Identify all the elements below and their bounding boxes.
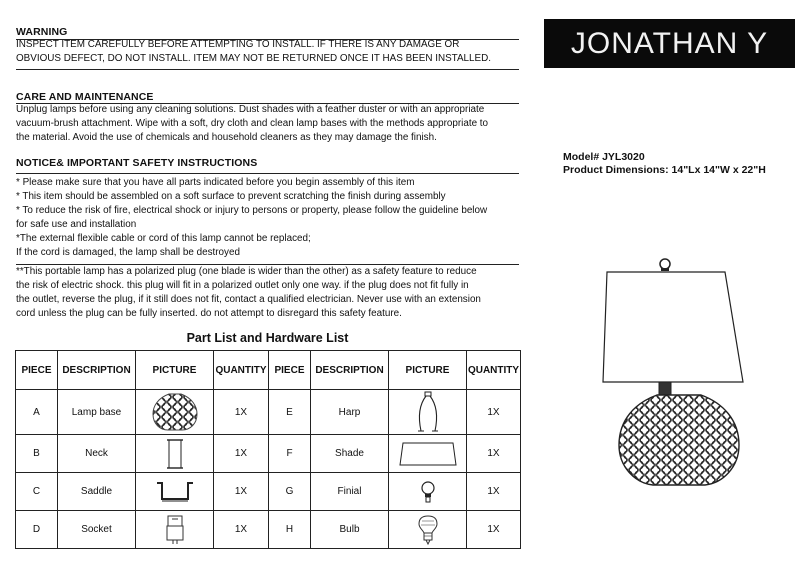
header-picture: PICTURE xyxy=(136,351,214,390)
notice-rule xyxy=(16,173,519,174)
piece-letter: C xyxy=(16,473,58,511)
part-description: Shade xyxy=(311,435,389,473)
care-title: CARE AND MAINTENANCE xyxy=(16,91,154,103)
part-picture-cell xyxy=(136,473,214,511)
notice-line-4: for safe use and installation xyxy=(16,219,137,230)
neck-icon xyxy=(165,438,185,470)
plug-line-3: the outlet, reverse the plug, if it still does not fit, contact a qualified electrician. Never use with an extension xyxy=(16,294,481,305)
harp-icon xyxy=(413,391,443,433)
neck-shape xyxy=(659,382,671,395)
brand-logo: JONATHAN Y xyxy=(544,19,795,68)
quantity: 1X xyxy=(467,511,521,549)
model-number: Model# JYL3020 xyxy=(563,151,645,163)
part-description: Saddle xyxy=(58,473,136,511)
part-picture-cell xyxy=(136,511,214,549)
piece-letter: B xyxy=(16,435,58,473)
part-picture-cell xyxy=(389,511,467,549)
finial-icon xyxy=(420,480,436,504)
quantity: 1X xyxy=(214,390,269,435)
part-picture-cell xyxy=(389,473,467,511)
warning-text xyxy=(16,38,491,66)
part-description: Lamp base xyxy=(58,390,136,435)
quantity: 1X xyxy=(467,473,521,511)
notice-line-5: *The external flexible cable or cord of this lamp cannot be replaced; xyxy=(16,233,311,244)
table-header-row xyxy=(16,351,521,390)
piece-letter: A xyxy=(16,390,58,435)
care-line-1: Unplug lamps before using any cleaning solutions. Dust shades with a feather duster or with an appropriate xyxy=(16,104,485,115)
part-description: Bulb xyxy=(311,511,389,549)
saddle-icon xyxy=(155,479,195,505)
piece-letter: G xyxy=(269,473,311,511)
table-row xyxy=(16,435,521,473)
plug-line-4: cord unless the plug can be fully inserted. do not attempt to disregard this safety feature. xyxy=(16,308,402,319)
notice-line-3: * To reduce the risk of fire, electrical shock or injury to persons or property, please follow the guideline below xyxy=(16,205,488,216)
quantity: 1X xyxy=(467,435,521,473)
socket-icon xyxy=(164,514,186,546)
piece-letter: H xyxy=(269,511,311,549)
part-picture-cell xyxy=(136,390,214,435)
finial-shape xyxy=(660,259,670,269)
warning-line-1: INSPECT ITEM CAREFULLY BEFORE ATTEMPTING TO INSTALL. IF THERE IS ANY DAMAGE OR xyxy=(16,39,460,50)
plug-text xyxy=(16,265,481,321)
part-description: Socket xyxy=(58,511,136,549)
piece-letter: D xyxy=(16,511,58,549)
header-description-2: DESCRIPTION xyxy=(311,351,389,390)
piece-letter: F xyxy=(269,435,311,473)
care-text xyxy=(16,103,488,145)
plug-line-1: **This portable lamp has a polarized plug (one blade is wider than the other) as a safety feature to reduce xyxy=(16,266,477,277)
product-dimensions: Product Dimensions: 14"Lx 14"W x 22"H xyxy=(563,164,766,176)
shade-shape xyxy=(603,272,743,382)
bulb-icon xyxy=(415,514,441,546)
table-row xyxy=(16,511,521,549)
warning-title: WARNING xyxy=(16,26,68,38)
header-description: DESCRIPTION xyxy=(58,351,136,390)
part-picture-cell xyxy=(389,390,467,435)
shade-icon xyxy=(398,440,458,468)
part-description: Finial xyxy=(311,473,389,511)
quantity: 1X xyxy=(467,390,521,435)
part-description: Harp xyxy=(311,390,389,435)
quantity: 1X xyxy=(214,511,269,549)
notice-title: NOTICE& IMPORTANT SAFETY INSTRUCTIONS xyxy=(16,157,258,169)
quantity: 1X xyxy=(214,473,269,511)
header-piece: PIECE xyxy=(16,351,58,390)
header-quantity-2: QUANTITY xyxy=(467,351,521,390)
lamp-base-icon xyxy=(150,392,200,432)
notice-line-2: * This item should be assembled on a soft surface to prevent scratching the finish during assembly xyxy=(16,191,446,202)
care-line-3: the material. Avoid the use of chemicals and household cleaners as they may damage the finish. xyxy=(16,132,437,143)
table-row xyxy=(16,390,521,435)
piece-letter: E xyxy=(269,390,311,435)
header-quantity: QUANTITY xyxy=(214,351,269,390)
header-picture-2: PICTURE xyxy=(389,351,467,390)
notice-line-1: * Please make sure that you have all parts indicated before you begin assembly of this item xyxy=(16,177,415,188)
plug-line-2: the risk of electric shock. this plug will fit in a polarized outlet only one way. if the plug does not fit fully in xyxy=(16,280,469,291)
part-description: Neck xyxy=(58,435,136,473)
notice-text xyxy=(16,176,487,260)
part-picture-cell xyxy=(389,435,467,473)
warning-bottom-rule xyxy=(16,69,519,70)
part-picture-cell xyxy=(136,435,214,473)
care-line-2: vacuum-brush attachment. Wipe with a soft, dry cloth and clean lamp bases with the methods appropriate to xyxy=(16,118,489,129)
quantity: 1X xyxy=(214,435,269,473)
table-row xyxy=(16,473,521,511)
warning-line-2: OBVIOUS DEFECT, DO NOT INSTALL. ITEM MAY NOT BE RETURNED ONCE IT HAS BEEN INSTALLED. xyxy=(16,53,491,64)
parts-table-title: Part List and Hardware List xyxy=(186,331,349,345)
header-piece-2: PIECE xyxy=(269,351,311,390)
notice-line-6: If the cord is damaged, the lamp shall be destroyed xyxy=(16,247,240,258)
lamp-illustration xyxy=(595,255,760,495)
parts-table xyxy=(15,350,521,549)
